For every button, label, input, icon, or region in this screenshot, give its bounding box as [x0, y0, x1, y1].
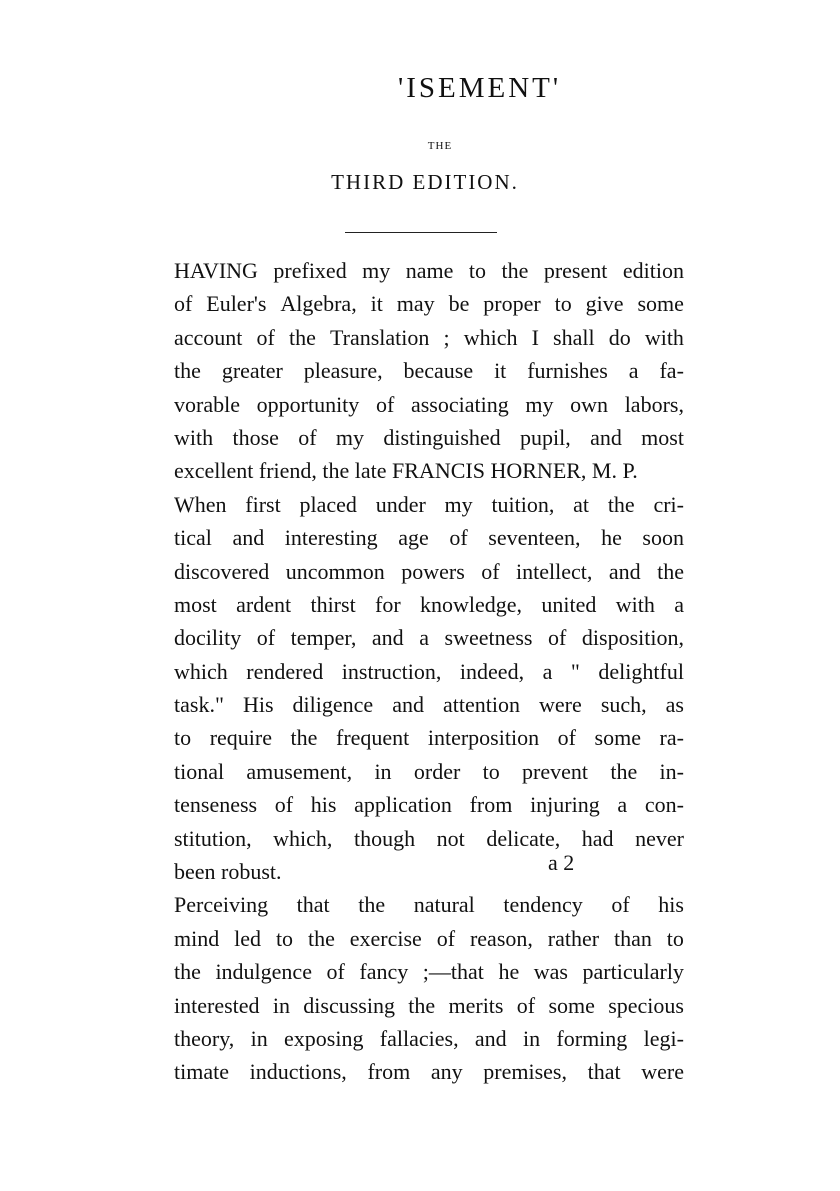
body-text [174, 254, 684, 1089]
text-line: to require the frequent interposition of some ra- [174, 725, 684, 751]
edition-subtitle: THIRD EDITION. [331, 170, 519, 194]
text-line: tional amusement, in order to prevent the in- [174, 758, 684, 784]
text-line: theory, in exposing fallacies, and in forming legi- [174, 1025, 684, 1051]
text-line: tenseness of his application from injuring a con- [174, 792, 684, 818]
text-line: stitution, which, though not delicate, had never [174, 825, 684, 851]
page-signature: a 2 [548, 850, 575, 875]
text-line: which rendered instruction, indeed, a " delightful [174, 658, 684, 684]
text-line: task." His diligence and attention were such, as [174, 692, 684, 718]
text-line: Perceiving that the natural tendency of his [174, 892, 684, 918]
text-line: with those of my distinguished pupil, and most [174, 424, 684, 450]
text-line: HAVING prefixed my name to the present edition [174, 258, 684, 283]
text-line: been robust. [174, 859, 282, 885]
text-line: the indulgence of fancy ;—that he was particularly [174, 959, 684, 985]
text-line: When first placed under my tuition, at the cri- [174, 491, 684, 517]
text-line: account of the Translation ; which I shall do with [174, 324, 684, 350]
text-line: the greater pleasure, because it furnishes a fa- [174, 358, 684, 384]
text-line: vorable opportunity of associating my own labors, [174, 391, 684, 417]
text-line: docility of temper, and a sweetness of disposition, [174, 625, 684, 651]
page-title: 'ISEMENT' [398, 72, 562, 104]
section-divider [345, 232, 497, 233]
text-line: mind led to the exercise of reason, rather than to [174, 925, 684, 951]
title-connector: THE [427, 140, 453, 152]
text-line: of Euler's Algebra, it may be proper to give some [174, 291, 684, 317]
text-line: discovered uncommon powers of intellect, and the [174, 558, 684, 584]
text-line: excellent friend, the late FRANCIS HORNER, M. P. [174, 458, 638, 484]
text-line: tical and interesting age of seventeen, he soon [174, 525, 684, 551]
text-line: timate inductions, from any premises, that were [174, 1059, 684, 1085]
text-line: most ardent thirst for knowledge, united with a [174, 591, 684, 617]
text-line: interested in discussing the merits of some specious [174, 992, 684, 1018]
